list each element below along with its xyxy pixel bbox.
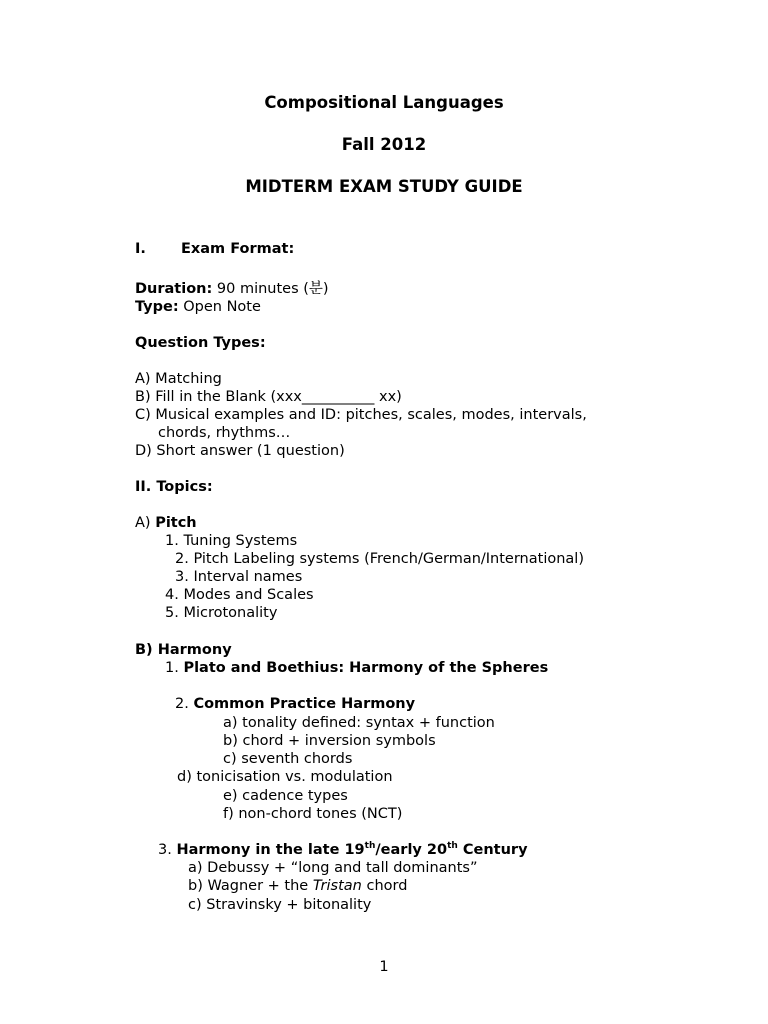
pitch-subtopic: 2. Pitch Labeling systems (French/German/International) — [175, 551, 584, 567]
type-line — [135, 298, 261, 316]
pitch-subtopic: 1. Tuning Systems — [165, 533, 298, 549]
type-value: Open Note — [183, 299, 261, 315]
harmony-subtopic-3 — [158, 841, 528, 859]
question-type-item: A) Matching — [135, 371, 222, 387]
harmony-subtopic-1-title: Plato and Boethius: Harmony of the Spheres — [183, 660, 549, 676]
harmony-3-item: c) Stravinsky + bitonality — [188, 897, 372, 913]
superscript: th — [364, 841, 376, 851]
term-title: Fall 2012 — [341, 135, 427, 154]
harmony-2-item: f) non-chord tones (NCT) — [223, 806, 403, 822]
harmony-subtopic-3-number: 3. — [158, 842, 177, 858]
duration-value: 90 minutes (분) — [216, 281, 329, 297]
page-number: 1 — [379, 959, 389, 975]
topic-pitch-title: Pitch — [155, 515, 197, 531]
section-1-heading: Exam Format: — [181, 241, 295, 257]
item-italic-text: Tristan — [312, 878, 362, 894]
course-title: Compositional Languages — [264, 93, 504, 112]
harmony-subtopic-2-title: Common Practice Harmony — [193, 696, 416, 712]
title-part: /early 20 — [375, 842, 448, 858]
topic-pitch-letter: A) — [135, 515, 156, 531]
harmony-subtopic-3-title — [176, 842, 527, 858]
harmony-2-item: b) chord + inversion symbols — [223, 733, 436, 749]
question-types-heading: Question Types: — [135, 335, 266, 351]
question-type-item-continued: chords, rhythms… — [158, 425, 291, 441]
harmony-2-item: c) seventh chords — [223, 751, 353, 767]
harmony-2-item: d) tonicisation vs. modulation — [177, 769, 393, 785]
section-2-heading: II. Topics: — [135, 479, 213, 495]
item-text: chord — [361, 878, 408, 894]
guide-title: MIDTERM EXAM STUDY GUIDE — [245, 177, 523, 196]
harmony-subtopic-1 — [165, 659, 548, 677]
type-label: Type: — [135, 299, 179, 315]
pitch-subtopic: 3. Interval names — [175, 569, 303, 585]
question-type-item: C) Musical examples and ID: pitches, scales, modes, intervals, — [135, 407, 587, 423]
duration-line — [135, 280, 329, 298]
question-type-item: B) Fill in the Blank (xxx__________ xx) — [135, 389, 402, 405]
harmony-2-item: a) tonality defined: syntax + function — [223, 715, 495, 731]
title-part: Century — [457, 842, 528, 858]
question-type-item: D) Short answer (1 question) — [135, 443, 345, 459]
title-part: Harmony in the late 19 — [176, 842, 365, 858]
harmony-3-item — [188, 877, 407, 895]
harmony-3-item: a) Debussy + “long and tall dominants” — [188, 860, 478, 876]
section-1-numeral: I. — [135, 241, 146, 257]
item-text: b) Wagner + the — [188, 878, 313, 894]
pitch-subtopic: 4. Modes and Scales — [165, 587, 314, 603]
harmony-subtopic-2 — [175, 695, 415, 713]
harmony-2-item: e) cadence types — [223, 788, 348, 804]
superscript: th — [447, 841, 458, 851]
duration-label: Duration: — [135, 281, 213, 297]
harmony-subtopic-2-number: 2. — [175, 696, 194, 712]
topic-pitch-heading — [135, 514, 197, 532]
pitch-subtopic: 5. Microtonality — [165, 605, 278, 621]
harmony-subtopic-1-number: 1. — [165, 660, 184, 676]
topic-harmony-heading: B) Harmony — [135, 642, 232, 658]
